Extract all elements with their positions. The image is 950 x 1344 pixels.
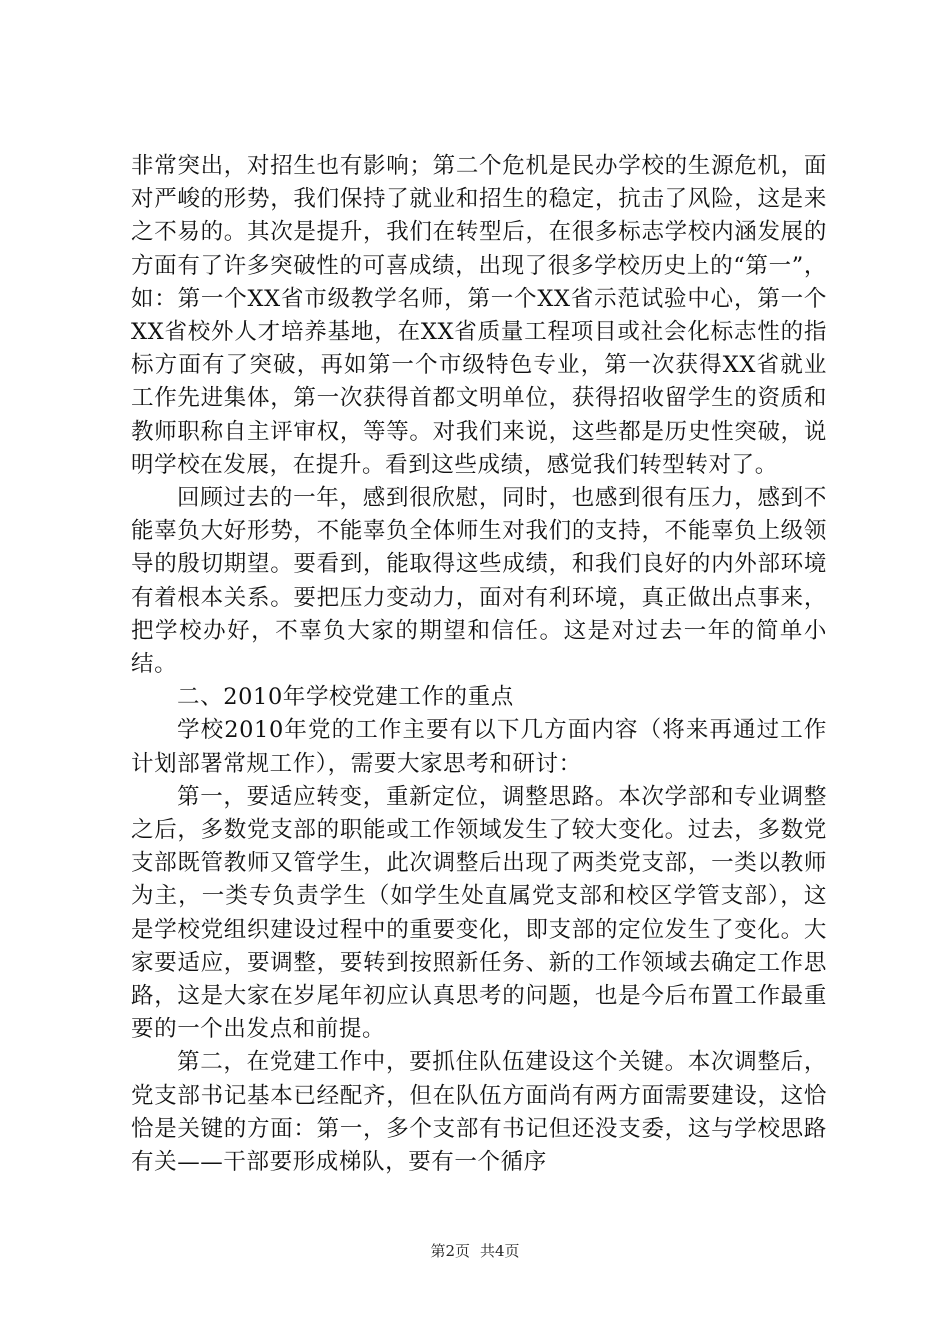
paragraph-continuation: 非常突出，对招生也有影响；第二个危机是民办学校的生源危机，面对严峻的形势，我们保持了就业和招生的稳定，抗击了风险，这是来之不易的。其次是提升，我们在转型后，在很多标志学校内涵发展的方面有了许多突破性的可喜成绩，出现了很多学校历史上的“第一”，如：第一个XX省市级教学名师，第一个XX省示范试验中心，第一个XX省校外人才培养基地，在XX省质量工程项目或社会化标志性的指标方面有了突破，再如第一个市级特色专业，第一次获得XX省就业工作先进集体，第一次获得首都文明单位，获得招收留学生的资质和教师职称自主评审权，等等。对我们来说，这些都是历史性突破，说明学校在发展，在提升。看到这些成绩，感觉我们转型转对了。 — [131, 153, 827, 478]
paragraph-intro: 学校2010年党的工作主要有以下几方面内容（将来再通过工作计划部署常规工作），需要大家思考和研讨： — [131, 717, 827, 777]
paragraph-review: 回顾过去的一年，感到很欣慰，同时，也感到很有压力，感到不能辜负大好形势，不能辜负全体师生对我们的支持，不能辜负上级领导的殷切期望。要看到，能取得这些成绩，和我们良好的内外部环境有着根本关系。要把压力变动力，面对有利环境，真正做出点事来，把学校办好，不辜负大家的期望和信任。这是对过去一年的简单小结。 — [131, 485, 827, 678]
paragraph-point-two: 第二，在党建工作中，要抓住队伍建设这个关键。本次调整后，党支部书记基本已经配齐，但在队伍方面尚有两方面需要建设，这恰恰是关键的方面：第一，多个支部有书记但还没支委，这与学校思路有关——干部要形成梯队，要有一个循序 — [131, 1049, 827, 1176]
section-heading: 二、2010年学校党建工作的重点 — [177, 684, 514, 711]
document-body — [131, 150, 827, 1179]
page-footer — [0, 1241, 950, 1261]
page-total: 共4页 — [480, 1242, 520, 1260]
paragraph-point-one: 第一，要适应转变，重新定位，调整思路。本次学部和专业调整之后，多数党支部的职能或工作领域发生了较大变化。过去，多数党支部既管教师又管学生，此次调整后出现了两类党支部，一类以教师为主，一类专负责学生（如学生处直属党支部和校区学管支部），这是学校党组织建设过程中的重要变化，即支部的定位发生了变化。大家要适应，要调整，要转到按照新任务、新的工作领域去确定工作思路，这是大家在岁尾年初应认真思考的问题，也是今后布置工作最重要的一个出发点和前提。 — [131, 783, 827, 1043]
page-number: 第2页 — [430, 1242, 470, 1260]
